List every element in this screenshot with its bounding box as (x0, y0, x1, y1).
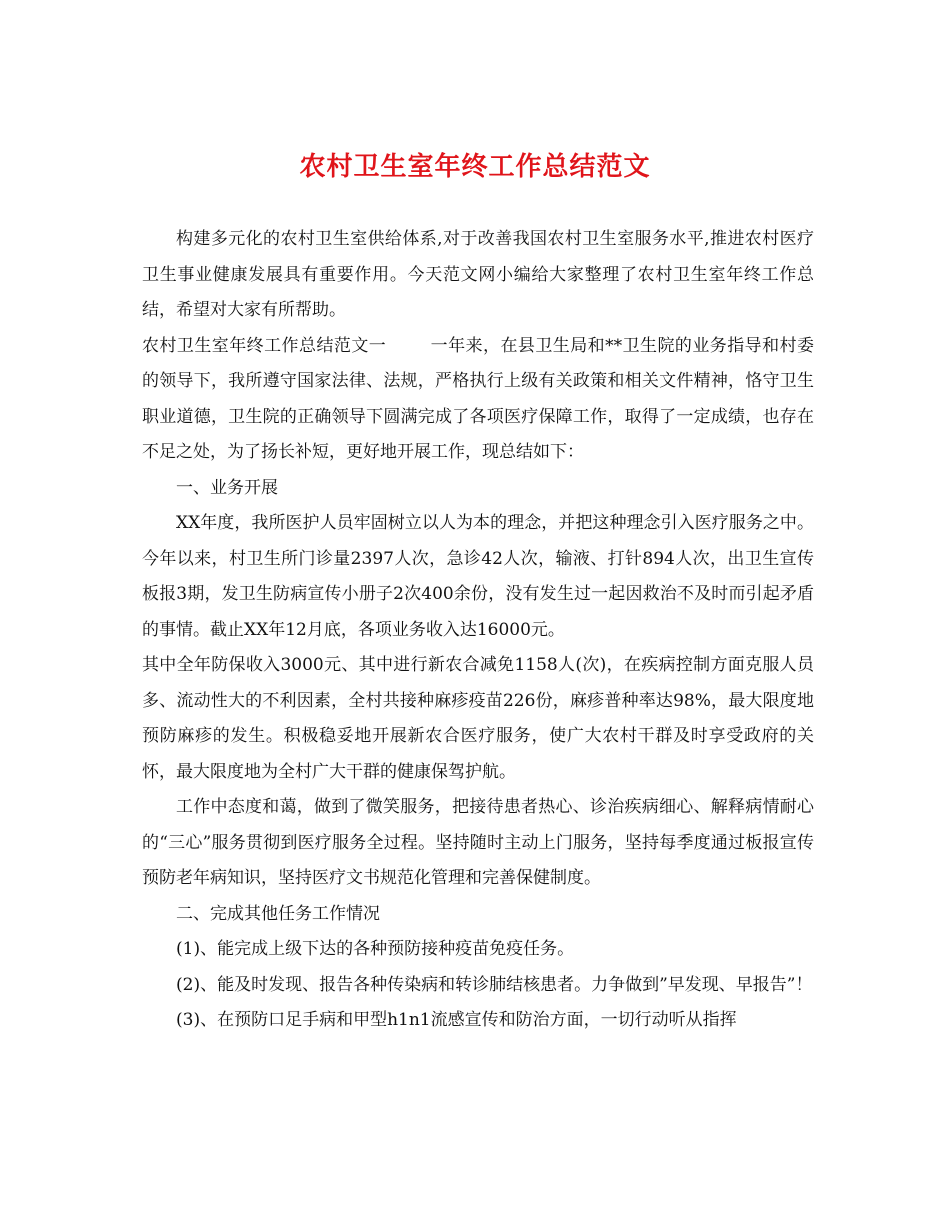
section-title: 农村卫生室年终工作总结范文一 (142, 335, 387, 356)
list-item-2: (2)、能及时发现、报告各种传染病和转诊肺结核患者。力争做到”早发现、早报告”！ (176, 974, 813, 995)
paragraph-1: 一年来，在县卫生局和**卫生院的业务指导和村委的领导下，我所遵守国家法律、法规，严格执行上级有关政策和相关文件精神，恪守卫生职业道德，卫生院的正确领导下圆满完成了各项医疗保障工作，取得了一定成绩，也存在不足之处，为了扬长补短，更好地开展工作，现总结如下： (142, 335, 815, 462)
paragraph-4: 工作中态度和蔼，做到了微笑服务，把接待患者热心、诊治疾病细心、解释病情耐心的“三心”服务贯彻到医疗服务全过程。坚持随时主动上门服务，坚持每季度通过板报宣传预防老年病知识，坚持医疗文书规范化管理和完善保健制度。 (142, 797, 814, 888)
list-item-3: (3)、在预防口足手病和甲型h1n1流感宣传和防治方面，一切行动听从指挥 (176, 1010, 737, 1030)
heading-other-tasks: 二、完成其他任务工作情况 (176, 903, 380, 924)
paragraph-3: 其中全年防保收入3000元、其中进行新农合减免1158人(次)，在疾病控制方面克服人员多、流动性大的不利因素，全村共接种麻疹疫苗226份，麻疹普种率达98%，最大限度地预防麻疹的发生。积极稳妥地开展新农合医疗服务，使广大农村干群及时享受政府的关怀，最大限度地为全村广大干群的健康保驾护航。 (142, 655, 814, 782)
paragraph-2: XX年度，我所医护人员牢固树立以人为本的理念，并把这种理念引入医疗服务之中。今年以来，村卫生所门诊量2397人次，急诊42人次，输液、打针894人次，出卫生宣传板报3期，发卫生防病宣传小册子2次400余份，没有发生过一起因救治不及时而引起矛盾的事情。截止XX年12月底，各项业务收入达16000元。 (142, 513, 814, 640)
section-paragraph (142, 329, 814, 471)
document-title: 农村卫生室年终工作总结范文 (299, 152, 651, 182)
heading-business: 一、业务开展 (176, 477, 278, 498)
document-body (142, 222, 814, 1039)
list-item-1: (1)、能完成上级下达的各种预防接种疫苗免疫任务。 (176, 939, 575, 959)
intro-paragraph: 构建多元化的农村卫生室供给体系,对于改善我国农村卫生室服务水平,推进农村医疗卫生事业健康发展具有重要作用。今天范文网小编给大家整理了农村卫生室年终工作总结，希望对大家有所帮助。 (142, 229, 814, 320)
